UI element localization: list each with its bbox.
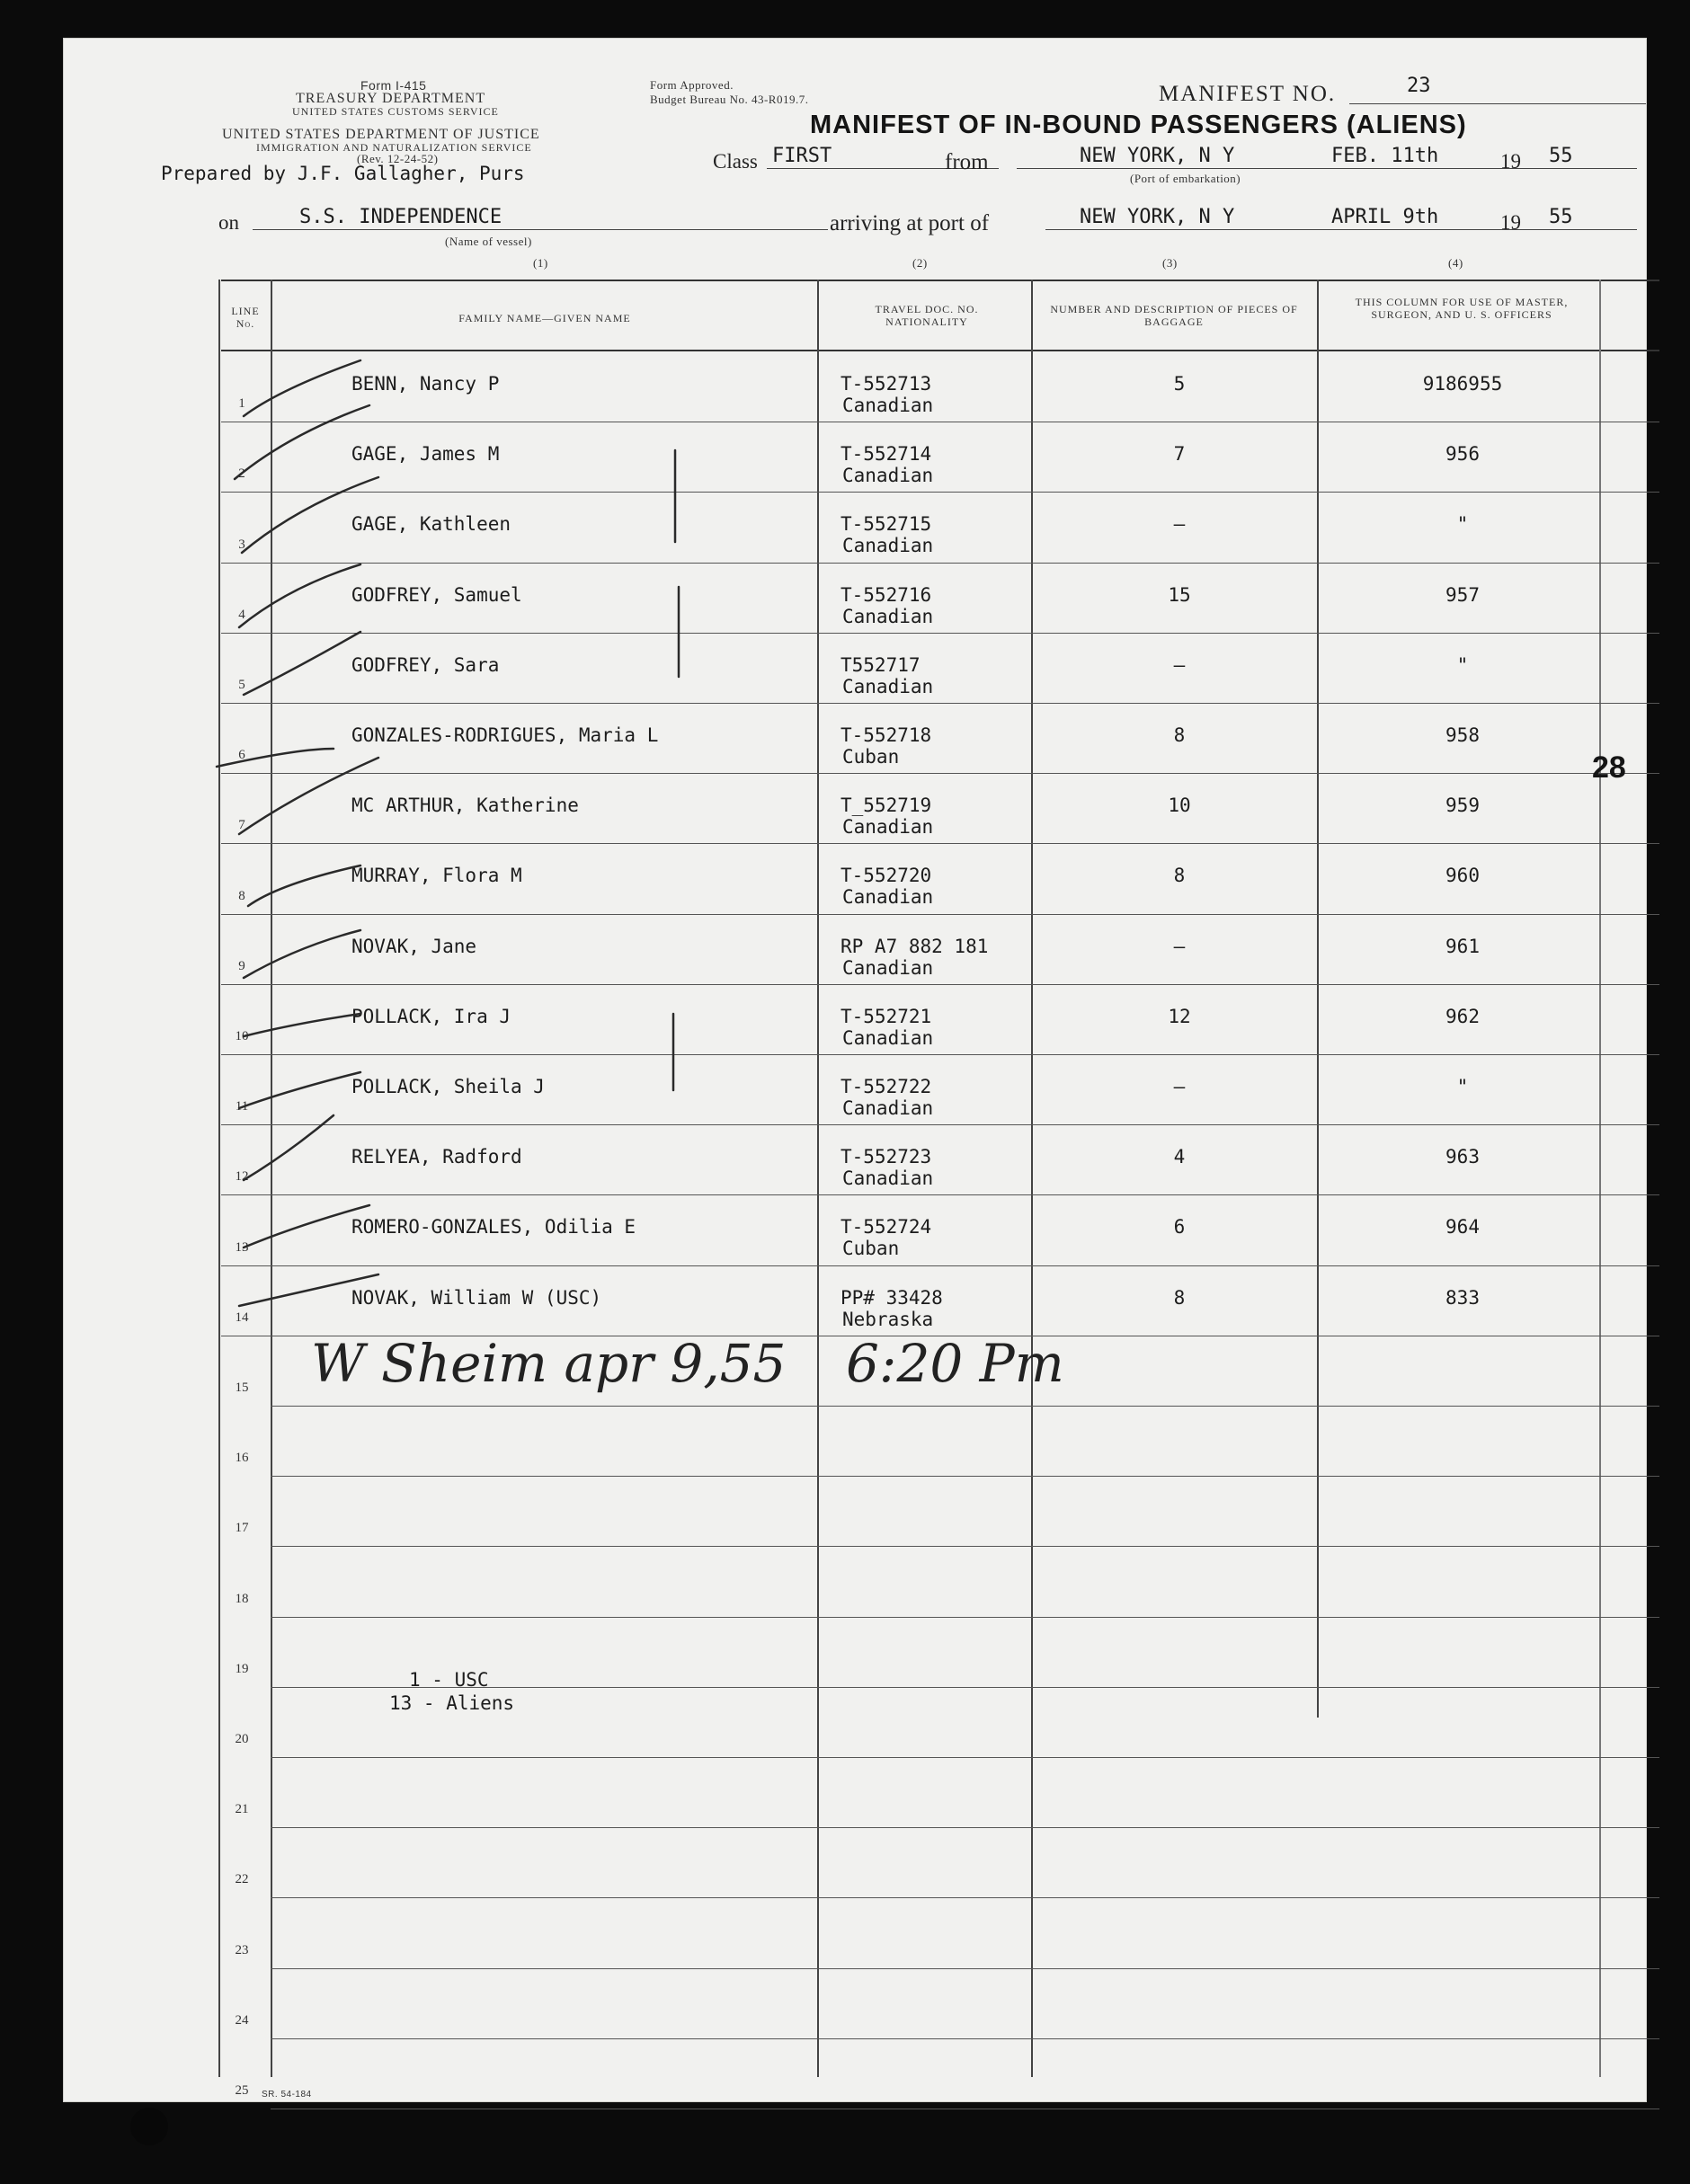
nationality: Canadian [842, 1167, 934, 1190]
line-number: 3 [238, 537, 245, 552]
passenger-name: ROMERO-GONZALES, Odilia E [351, 1216, 636, 1238]
passenger-name: NOVAK, William W (USC) [351, 1286, 602, 1309]
line-number: 17 [235, 1521, 249, 1536]
baggage-count: – [1173, 935, 1186, 957]
travel-doc-number: RP A7 882 181 [841, 935, 989, 957]
baggage-count: 10 [1168, 795, 1191, 817]
from-label: from [945, 150, 989, 174]
baggage-count: – [1173, 513, 1186, 536]
col-header-line-no: LINE No. [231, 305, 260, 330]
travel-doc-number: T-552713 [841, 373, 932, 395]
passenger-name: POLLACK, Ira J [351, 1005, 511, 1027]
travel-doc-number: T552717 [841, 653, 921, 676]
travel-doc-number: T-552718 [841, 724, 932, 746]
officer-code: 961 [1445, 935, 1480, 957]
passenger-name: GAGE, James M [351, 443, 500, 466]
nationality: Canadian [842, 675, 934, 697]
embark-port: NEW YORK, N Y [1080, 145, 1235, 167]
manifest-label: MANIFEST NO. [1159, 82, 1337, 106]
baggage-count: – [1173, 653, 1186, 676]
line-number: 14 [235, 1310, 249, 1325]
officer-code: " [1456, 653, 1469, 676]
arrival-time-handwritten: 6:20 Pm [846, 1333, 1064, 1394]
manifest-page [63, 38, 1647, 2102]
line-number: 20 [235, 1732, 249, 1746]
passenger-name: GONZALES-RODRIGUES, Maria L [351, 724, 659, 746]
officer-code: 960 [1445, 865, 1480, 887]
line-number: 4 [238, 607, 245, 622]
nationality: Canadian [842, 395, 934, 416]
officer-code: 963 [1445, 1146, 1480, 1168]
nationality: Cuban [842, 746, 900, 768]
col-number-1: (1) [533, 256, 548, 270]
line-number: 2 [238, 466, 245, 482]
line-number: 5 [238, 678, 245, 692]
summary-usc: 1 - USC [409, 1669, 489, 1691]
officer-code: 959 [1445, 795, 1480, 817]
line-number: 1 [238, 396, 245, 412]
line-number: 25 [235, 2083, 249, 2098]
passenger-name: RELYEA, Radford [351, 1146, 522, 1168]
inspector-signature: W Sheim apr 9,55 [311, 1333, 787, 1394]
nationality: Cuban [842, 1238, 900, 1260]
col-header-travel-doc: TRAVEL DOC. NO. NATIONALITY [875, 303, 979, 328]
travel-doc-number: T-552723 [841, 1146, 932, 1168]
line-number: 9 [238, 958, 245, 973]
ins-service: IMMIGRATION AND NATURALIZATION SERVICE [256, 141, 532, 154]
form-number: Form I-415 [360, 78, 427, 93]
officer-code: 958 [1445, 724, 1480, 746]
nationality: Canadian [842, 956, 934, 979]
line-number: 15 [235, 1381, 249, 1395]
page-title: MANIFEST OF IN-BOUND PASSENGERS (ALIENS) [810, 111, 1467, 139]
line-number: 6 [238, 748, 245, 763]
footer-code: SR. 54-184 [262, 2090, 312, 2100]
line-number: 23 [235, 1942, 249, 1958]
line-number: 18 [235, 1591, 249, 1606]
col-header-officers: THIS COLUMN FOR USE OF MASTER, SURGEON, AND U. S. OFFICERS [1355, 296, 1569, 321]
baggage-count: 5 [1173, 373, 1186, 395]
travel-doc-number: PP# 33428 [841, 1286, 943, 1309]
embark-year-prefix: 19 [1500, 150, 1521, 173]
embark-caption: (Port of embarkation) [1130, 172, 1241, 185]
check-marks [64, 39, 1646, 2101]
on-label: on [218, 211, 239, 234]
justice-dept: UNITED STATES DEPARTMENT OF JUSTICE [222, 127, 540, 142]
summary-aliens: 13 - Aliens [389, 1692, 515, 1714]
arrive-year-prefix: 19 [1500, 211, 1521, 234]
baggage-count: 12 [1168, 1005, 1191, 1027]
nationality: Canadian [842, 886, 934, 909]
line-number: 8 [238, 888, 245, 903]
vessel-name: S.S. INDEPENDENCE [299, 206, 503, 228]
class-label: Class [713, 150, 758, 173]
passenger-name: BENN, Nancy P [351, 373, 500, 395]
line-number: 22 [235, 1872, 249, 1887]
officer-code: 833 [1445, 1286, 1480, 1309]
arrive-date: APRIL 9th [1331, 206, 1439, 228]
passenger-name: NOVAK, Jane [351, 935, 477, 957]
travel-doc-number: T-552714 [841, 443, 932, 466]
col-header-baggage: NUMBER AND DESCRIPTION OF PIECES OF BAGGAGE [1050, 303, 1298, 328]
line-number: 16 [235, 1451, 249, 1466]
col-number-2: (2) [912, 256, 928, 270]
passenger-name: MC ARTHUR, Katherine [351, 795, 579, 817]
nationality: Canadian [842, 816, 934, 839]
officer-code: 964 [1445, 1216, 1480, 1238]
officer-code: " [1456, 1076, 1469, 1097]
travel-doc-number: T_552719 [841, 795, 932, 817]
arriving-label: arriving at port of [830, 211, 990, 235]
nationality: Canadian [842, 465, 934, 487]
line-number: 7 [238, 818, 245, 833]
nationality: Canadian [842, 1097, 934, 1119]
baggage-count: 6 [1173, 1216, 1186, 1238]
officer-code: " [1456, 513, 1469, 536]
nationality: Canadian [842, 535, 934, 557]
baggage-count: 8 [1173, 865, 1186, 887]
passenger-name: GAGE, Kathleen [351, 513, 511, 536]
embark-year: 55 [1549, 145, 1573, 167]
officer-code: 956 [1445, 443, 1480, 466]
nationality: Canadian [842, 605, 934, 627]
baggage-count: – [1173, 1076, 1186, 1097]
customs-service: UNITED STATES CUSTOMS SERVICE [292, 105, 499, 118]
treasury-dept: TREASURY DEPARTMENT [296, 91, 486, 106]
baggage-count: 7 [1173, 443, 1186, 466]
nationality: Canadian [842, 1026, 934, 1049]
line-number: 13 [235, 1239, 249, 1255]
travel-doc-number: T-552716 [841, 583, 932, 606]
line-number: 10 [235, 1029, 249, 1043]
baggage-count: 8 [1173, 724, 1186, 746]
line-number: 19 [235, 1661, 249, 1676]
embark-date: FEB. 11th [1331, 145, 1439, 167]
officer-code: 962 [1445, 1005, 1480, 1027]
form-approved: Form Approved. [650, 78, 734, 92]
vessel-caption: (Name of vessel) [445, 235, 532, 248]
line-number: 12 [235, 1169, 249, 1185]
manifest-number: 23 [1407, 75, 1431, 97]
budget-bureau: Budget Bureau No. 43-R019.7. [650, 93, 809, 106]
passenger-name: GODFREY, Sara [351, 653, 500, 676]
margin-number: 28 [1592, 750, 1626, 785]
baggage-count: 4 [1173, 1146, 1186, 1168]
travel-doc-number: T-552721 [841, 1005, 932, 1027]
passenger-name: POLLACK, Sheila J [351, 1076, 545, 1097]
baggage-count: 8 [1173, 1286, 1186, 1309]
baggage-count: 15 [1168, 583, 1191, 606]
col-number-4: (4) [1448, 256, 1463, 270]
prepared-by: Prepared by J.F. Gallagher, Purs [161, 163, 525, 184]
officer-code: 9186955 [1422, 373, 1503, 395]
nationality: Nebraska [842, 1308, 934, 1330]
arrive-year: 55 [1549, 206, 1573, 228]
line-number: 11 [235, 1099, 249, 1114]
travel-doc-number: T-552722 [841, 1076, 932, 1097]
punch-hole [130, 2108, 168, 2145]
class-value: FIRST [772, 145, 832, 167]
line-number: 21 [235, 1802, 249, 1817]
col-number-3: (3) [1162, 256, 1178, 270]
revision: (Rev. 12-24-52) [357, 152, 439, 165]
travel-doc-number: T-552720 [841, 865, 932, 887]
travel-doc-number: T-552724 [841, 1216, 932, 1238]
col-header-name: FAMILY NAME—GIVEN NAME [458, 312, 631, 324]
travel-doc-number: T-552715 [841, 513, 932, 536]
line-number: 24 [235, 2012, 249, 2028]
arrive-port: NEW YORK, N Y [1080, 206, 1235, 228]
passenger-name: MURRAY, Flora M [351, 865, 522, 887]
passenger-name: GODFREY, Samuel [351, 583, 522, 606]
officer-code: 957 [1445, 583, 1480, 606]
